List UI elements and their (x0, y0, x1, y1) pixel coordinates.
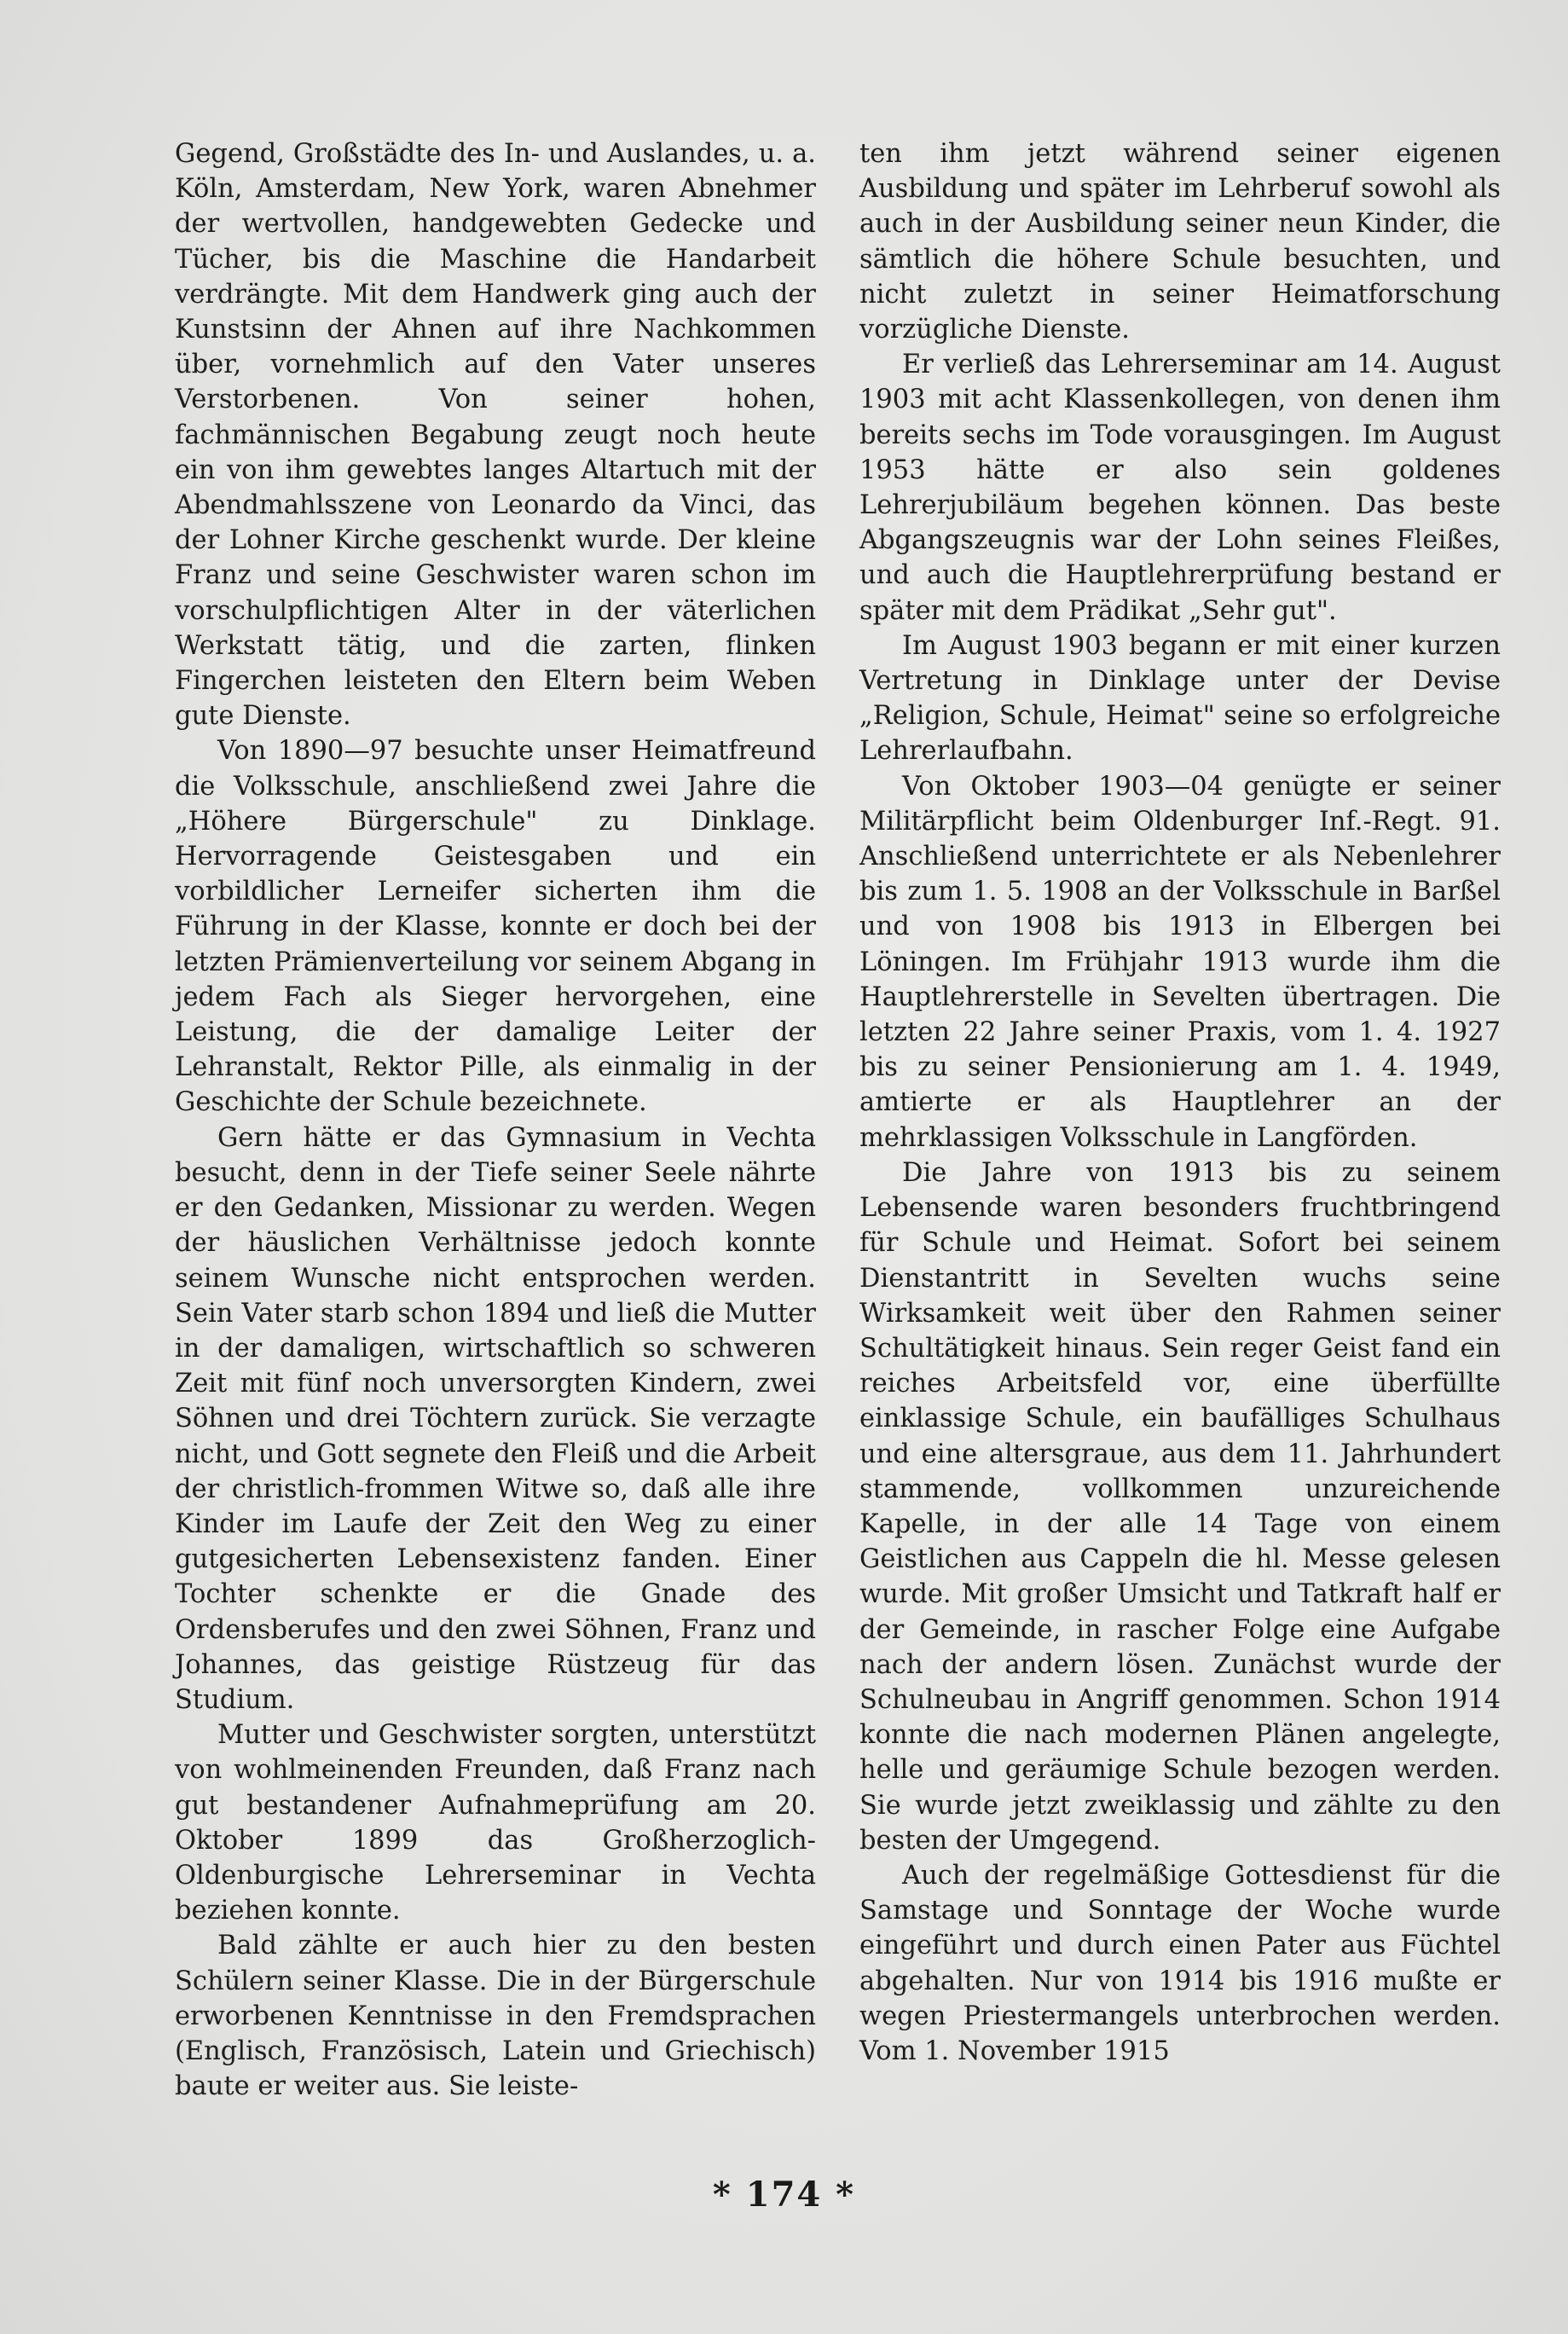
paragraph: Die Jahre von 1913 bis zu seinem Lebensende waren besonders fruchtbringend für Schule und Heimat. Sofort bei seinem Dienstantritt in Sevelten wuchs seine Wirksamkeit weit über den Rahmen seiner Schultätigkeit hinaus. Sein reger Geist fand ein reiches Arbeitsfeld vor, eine überfüllte einklassige Schule, ein baufälliges Schulhaus und eine altersgraue, aus dem 11. Jahrhundert stammende, vollkommen unzureichende Kapelle, in der alle 14 Tage von einem Geistlichen aus Cappeln die hl. Messe gelesen wurde. Mit großer Umsicht und Tatkraft half er der Gemeinde, in rascher Folge eine Aufgabe nach der andern lösen. Zunächst wurde der Schulneubau in Angriff genommen. Schon 1914 konnte die nach modernen Plänen angelegte, helle und geräumige Schule bezogen werden. Sie wurde jetzt zweiklassig und zählte zu den besten der Umgegend. (859, 1157, 1501, 1856)
paragraph: Mutter und Geschwister sorgten, unterstützt von wohlmeinenden Freunden, daß Franz nach gut bestandener Aufnahmeprüfung am 20. Oktober 1899 das Großherzoglich-Oldenburgische Lehrerseminar in Vechta beziehen konnte. (175, 1720, 816, 1926)
paragraph: Von Oktober 1903—04 genügte er seiner Militärpflicht beim Oldenburger Inf.-Regt. 91. Anschließend unterrichtete er als Nebenlehrer bis zum 1. 5. 1908 an der Volksschule in Barßel und von 1908 bis 1913 in Elbergen bei Löningen. Im Frühjahr 1913 wurde ihm die Hauptlehrerstelle in Sevelten übertragen. Die letzten 22 Jahre seiner Praxis, vom 1. 4. 1927 bis zu seiner Pensionierung am 1. 4. 1949, amtierte er als Hauptlehrer an der mehrklassigen Volksschule in Langförden. (859, 771, 1501, 1153)
paragraph: Er verließ das Lehrerseminar am 14. August 1903 mit acht Klassenkollegen, von denen ihm bereits sechs im Tode vorausgingen. Im August 1953 hätte er also sein goldenes Lehrerjubiläum begehen können. Das beste Abgangszeugnis war der Lohn seines Fleißes, und auch die Hauptlehrerprüfung bestand er später mit dem Prädikat „Sehr gut". (859, 350, 1501, 626)
paragraph: Gegend, Großstädte des In- und Auslandes, u. a. Köln, Amsterdam, New York, waren Abnehmer der wertvollen, handgewebten Gedecke und Tücher, bis die Maschine die Handarbeit verdrängte. Mit dem Handwerk ging auch der Kunstsinn der Ahnen auf ihre Nachkommen über, vornehmlich auf den Vater unseres Verstorbenen. Von seiner hohen, fachmännischen Begabung zeugt noch heute ein von ihm gewebtes langes Altartuch mit der Abendmahlsszene von Leonardo da Vinci, das der Lohner Kirche geschenkt wurde. Der kleine Franz und seine Geschwister waren schon im vorschulpflichtigen Alter in der väterlichen Werkstatt tätig, und die zarten, flinken Fingerchen leisteten den Eltern beim Weben gute Dienste. (175, 139, 816, 732)
left-text-column (175, 136, 816, 2104)
page-number: * 174 * (712, 2175, 856, 2215)
paragraph: Auch der regelmäßige Gottesdienst für die Samstage und Sonntage der Woche wurde eingeführt und durch einen Pater aus Füchtel abgehalten. Nur von 1914 bis 1916 mußte er wegen Priestermangels unterbrochen werden. Vom 1. November 1915 (859, 1860, 1501, 2066)
right-text-column (859, 136, 1501, 2069)
paragraph: ten ihm jetzt während seiner eigenen Ausbildung und später im Lehrberuf sowohl als auch in der Ausbildung seiner neun Kinder, die sämtlich die höhere Schule besuchten, und nicht zuletzt in seiner Heimatforschung vorzügliche Dienste. (859, 139, 1501, 345)
paragraph: Im August 1903 begann er mit einer kurzen Vertretung in Dinklage unter der Devise „Religion, Schule, Heimat" seine so erfolgreiche Lehrerlaufbahn. (859, 630, 1501, 767)
paragraph: Gern hätte er das Gymnasium in Vechta besucht, denn in der Tiefe seiner Seele nährte er den Gedanken, Missionar zu werden. Wegen der häuslichen Verhältnisse jedoch konnte seinem Wunsche nicht entsprochen werden. Sein Vater starb schon 1894 und ließ die Mutter in der damaligen, wirtschaftlich so schweren Zeit mit fünf noch unversorgten Kindern, zwei Söhnen und drei Töchtern zurück. Sie verzagte nicht, und Gott segnete den Fleiß und die Arbeit der christlich-frommen Witwe so, daß alle ihre Kinder im Laufe der Zeit den Weg zu einer gutgesicherten Lebensexistenz fanden. Einer Tochter schenkte er die Gnade des Ordensberufes und den zwei Söhnen, Franz und Johannes, das geistige Rüstzeug für das Studium. (175, 1122, 816, 1715)
paragraph: Bald zählte er auch hier zu den besten Schülern seiner Klasse. Die in der Bürgerschule erworbenen Kenntnisse in den Fremdsprachen (Englisch, Französisch, Latein und Griechisch) baute er weiter aus. Sie leiste- (175, 1931, 816, 2102)
paragraph: Von 1890—97 besuchte unser Heimatfreund die Volksschule, anschließend zwei Jahre die „Höhere Bürgerschule" zu Dinklage. Hervorragende Geistesgaben und ein vorbildlicher Lerneifer sicherten ihm die Führung in der Klasse, konnte er doch bei der letzten Prämienverteilung vor seinem Abgang in jedem Fach als Sieger hervorgehen, eine Leistung, die der damalige Leiter der Lehranstalt, Rektor Pille, als einmalig in der Geschichte der Schule bezeichnete. (175, 736, 816, 1118)
